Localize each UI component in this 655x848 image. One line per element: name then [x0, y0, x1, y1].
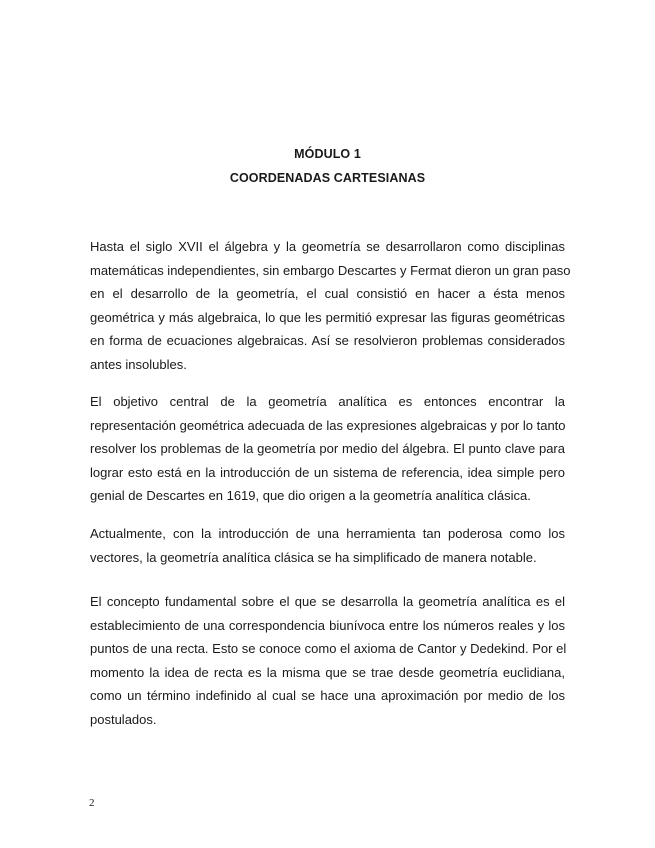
- paragraph-line: vectores, la geometría analítica clásica se ha simplificado de manera notable.: [90, 549, 537, 565]
- paragraph-line: El objetivo central de la geometría analítica es entonces encontrar la: [90, 394, 565, 409]
- paragraph-line: en el desarrollo de la geometría, el cual consistió en hacer a ésta menos: [90, 286, 565, 301]
- paragraph-line: genial de Descartes en 1619, que dio origen a la geometría analítica clásica.: [90, 488, 531, 503]
- paragraph-line: matemáticas independientes, sin embargo Descartes y Fermat dieron un gran paso: [90, 262, 571, 278]
- paragraph-line: establecimiento de una correspondencia biunívoca entre los números reales y los: [90, 617, 565, 633]
- paragraph-line: geométrica y más algebraica, lo que les permitió expresar las figuras geométricas: [90, 309, 565, 325]
- module-heading: MÓDULO 1: [294, 147, 361, 161]
- paragraph-line: resolver los problemas de la geometría por medio del álgebra. El punto clave para: [90, 441, 565, 456]
- paragraph-line: Actualmente, con la introducción de una herramienta tan poderosa como los: [90, 526, 565, 541]
- paragraph-1: [90, 235, 571, 376]
- paragraph-line: en forma de ecuaciones algebraicas. Así se resolvieron problemas considerados: [90, 333, 565, 348]
- paragraph-3: [90, 522, 565, 569]
- paragraph-4: [90, 590, 565, 731]
- paragraph-line: antes insolubles.: [90, 356, 187, 372]
- paragraph-line: momento la idea de recta es la misma que se trae desde geometría euclidiana,: [90, 664, 565, 680]
- paragraph-line: Hasta el siglo XVII el álgebra y la geometría se desarrollaron como disciplinas: [90, 239, 565, 254]
- paragraph-line: puntos de una recta. Esto se conoce como el axioma de Cantor y Dedekind. Por el: [90, 641, 567, 656]
- paragraph-line: representación geométrica adecuada de las expresiones algebraicas y por lo tanto: [90, 417, 566, 433]
- page-number: 2: [89, 797, 95, 809]
- paragraph-2: [90, 390, 565, 508]
- paragraph-line: El concepto fundamental sobre el que se desarrolla la geometría analítica es el: [90, 594, 565, 609]
- paragraph-line: lograr esto está en la introducción de un sistema de referencia, idea simple pero: [90, 464, 565, 480]
- chapter-title: COORDENADAS CARTESIANAS: [229, 171, 426, 185]
- paragraph-line: postulados.: [90, 711, 157, 727]
- paragraph-line: como un término indefinido al cual se hace una aproximación por medio de los: [90, 688, 565, 703]
